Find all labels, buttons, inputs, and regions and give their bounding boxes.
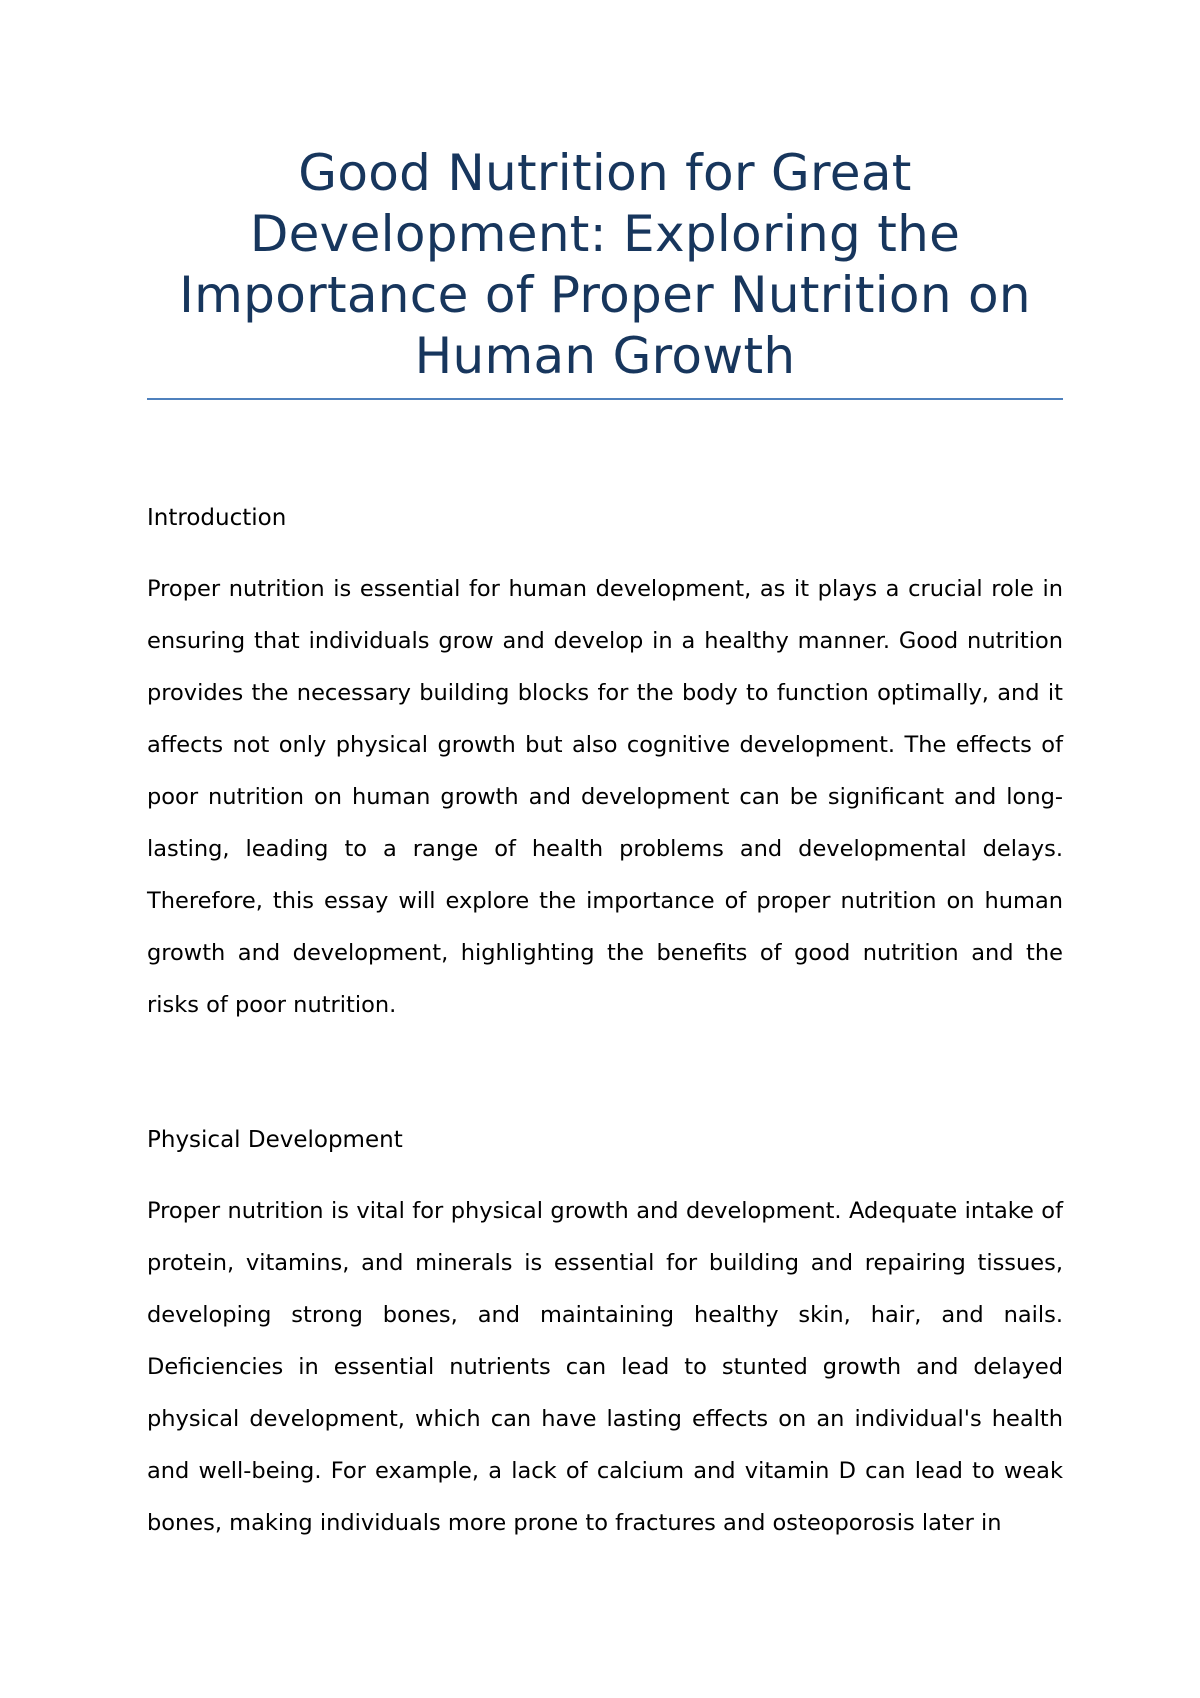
section-body-introduction: Proper nutrition is essential for human development, as it plays a crucial role in ensuring that individuals grow and develop in a healthy manner. Good nutrition provides the necessary building blocks for the body to function optimally, and it affects not only physical growth but also cognitive development. The effects of poor nutrition on human growth and development can be significant and long-lasting, leading to a range of health problems and developmental delays. Therefore, this essay will explore the importance of proper nutrition on human growth and development, highlighting the benefits of good nutrition and the risks of poor nutrition. bbox=[147, 576, 1063, 1018]
section-body-physical-development: Proper nutrition is vital for physical growth and development. Adequate intake of protein, vitamins, and minerals is essential for building and repairing tissues, developing strong bones, and maintaining healthy skin, hair, and nails. Deficiencies in essential nutrients can lead to stunted growth and delayed physical development, which can have lasting effects on an individual's health and well-being. For example, a lack of calcium and vitamin D can lead to weak bones, making individuals more prone to fractures and osteoporosis later in bbox=[147, 1198, 1063, 1536]
title-underline bbox=[147, 398, 1063, 400]
section-heading-introduction: Introduction bbox=[147, 505, 287, 531]
section-heading-physical-development: Physical Development bbox=[147, 1127, 403, 1153]
document-title: Good Nutrition for Great Development: Exploring the Importance of Proper Nutrition on Human Growth bbox=[179, 144, 1031, 385]
